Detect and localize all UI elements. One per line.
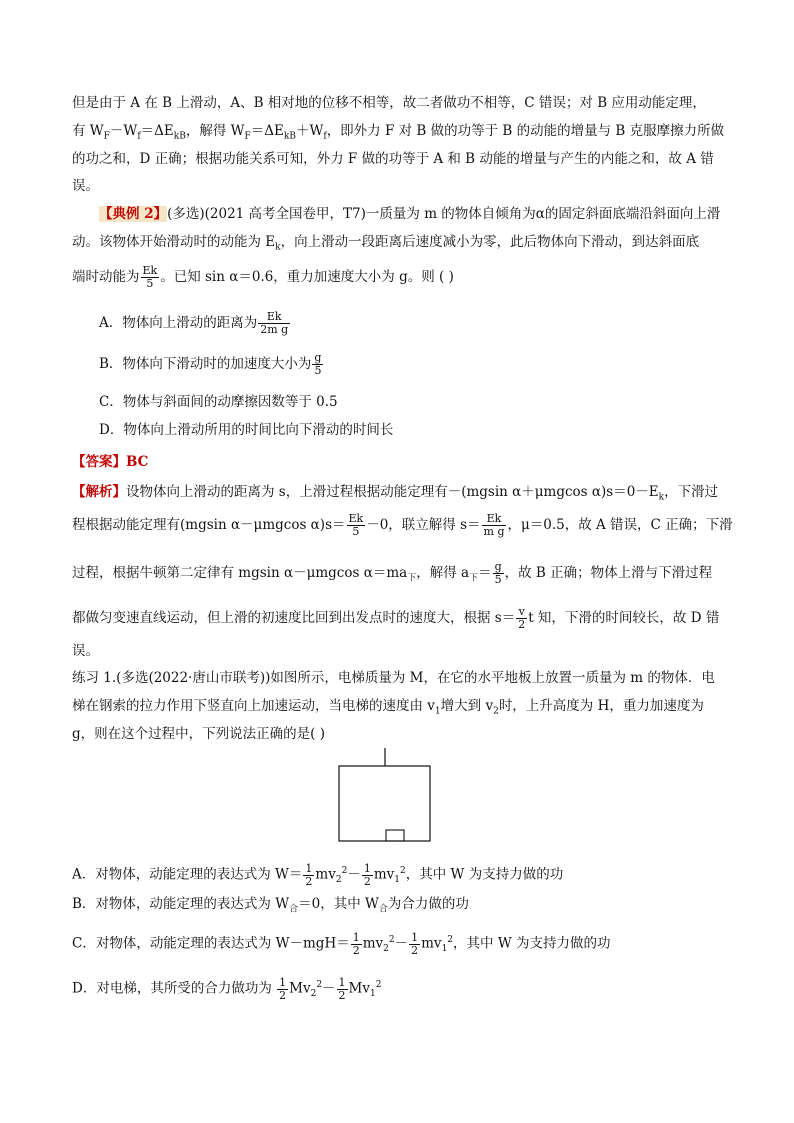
text-line bbox=[72, 121, 724, 147]
text: B．对物体，动能定理的表达式为 W bbox=[72, 896, 290, 912]
elevator-box bbox=[339, 766, 430, 841]
answer-tag: 【答案】 bbox=[72, 454, 126, 470]
text: C．对物体，动能定理的表达式为 W－mgH＝ bbox=[72, 935, 350, 952]
fraction-numerator: Ek bbox=[258, 311, 290, 324]
text: － bbox=[394, 935, 409, 952]
text: (多选)(2021 高考全国卷甲，T7)一质量为 m 的物体自倾角为α的固定斜面底端沿斜面向上滑 bbox=[167, 206, 721, 222]
text: －0，联立解得 s＝ bbox=[366, 517, 481, 533]
superscript: 2 bbox=[375, 980, 382, 990]
text-line bbox=[72, 508, 733, 542]
text: mv bbox=[373, 866, 395, 883]
text: ，解得 a bbox=[416, 565, 470, 581]
fraction bbox=[141, 265, 160, 290]
text: 的功之和，D 正确；根据功能关系可知，外力 F 做的功等于 A 和 B 动能的增量与产生的内能之和，故 A 错 bbox=[72, 151, 714, 167]
text: t 知，下滑的时间较长，故 D 错 bbox=[528, 610, 720, 626]
fraction bbox=[516, 606, 527, 631]
option-b bbox=[72, 894, 469, 920]
text: 时，上升高度为 H，重力加速度为 bbox=[498, 698, 704, 714]
text: 都做匀变速直线运动，但上滑的初速度比回到出发点时的速度大，根据 s＝ bbox=[72, 610, 516, 626]
option-c bbox=[99, 392, 338, 412]
text: 程根据动能定理有(mgsin α－μmgcos α)s＝ bbox=[72, 517, 346, 533]
fraction-numerator: v bbox=[516, 606, 527, 619]
text-line bbox=[72, 260, 454, 294]
fraction bbox=[482, 513, 507, 538]
option-b bbox=[99, 347, 324, 381]
fraction-denominator: 5 bbox=[352, 525, 360, 538]
text: D．对电梯，其所受的合力做功为 bbox=[72, 980, 277, 997]
text: mv bbox=[315, 866, 336, 883]
answer-line bbox=[72, 452, 148, 472]
fraction bbox=[351, 932, 362, 957]
text: ，向上滑动一段距离后速度减小为零，此后物体向下滑动，到达斜面底 bbox=[280, 234, 700, 250]
text: － bbox=[322, 980, 336, 997]
fraction-denominator: 2 bbox=[363, 874, 371, 888]
text: 误。 bbox=[72, 178, 99, 194]
subscript: 下 bbox=[469, 573, 479, 584]
text-line bbox=[99, 204, 720, 224]
subscript: 2 bbox=[310, 989, 317, 1000]
object-block bbox=[386, 830, 404, 841]
subscript: kB bbox=[173, 131, 186, 142]
fraction-denominator: 2 bbox=[411, 943, 419, 957]
subscript: f bbox=[137, 131, 141, 142]
text: Mv bbox=[348, 980, 370, 997]
fraction-numerator: 1 bbox=[338, 975, 346, 989]
text: ，即外力 F 对 B 做的功等于 B 的动能的增量与 B 克服摩擦力所做 bbox=[326, 123, 725, 139]
analysis-tag: 【解析】 bbox=[72, 484, 126, 500]
answer-value: BC bbox=[126, 454, 149, 470]
text: 过程，根据牛顿第二定律有 mgsin α－μmgcos α＝ma bbox=[72, 565, 408, 581]
fraction bbox=[493, 561, 504, 586]
text-line bbox=[72, 696, 704, 722]
example-tag: 【典例 2】 bbox=[99, 206, 168, 222]
text: 为合力做的功 bbox=[387, 896, 469, 912]
text-line bbox=[72, 93, 706, 113]
text: ＝ΔE bbox=[140, 123, 174, 139]
fraction-numerator: 1 bbox=[363, 861, 371, 875]
text: 误。 bbox=[72, 643, 99, 659]
fraction-numerator: 1 bbox=[411, 930, 419, 944]
fraction bbox=[362, 863, 373, 888]
text: 但是由于 A 在 B 上滑动，A、B 相对地的位移不相等，故二者做功不相等，C 错误；对 B 应用动能定理， bbox=[72, 95, 706, 111]
text: ＝0，其中 W bbox=[298, 896, 379, 912]
text: A．对物体，动能定理的表达式为 W＝ bbox=[72, 866, 303, 883]
text-line bbox=[72, 641, 99, 661]
fraction-numerator: 1 bbox=[279, 975, 287, 989]
text: 端时动能为 bbox=[72, 269, 140, 285]
subscript: 下 bbox=[407, 573, 417, 584]
option-a bbox=[72, 854, 563, 897]
text-line bbox=[72, 149, 714, 169]
text: ，其中 W 为支持力做的功 bbox=[453, 935, 611, 952]
fraction bbox=[258, 311, 290, 336]
fraction-denominator: 2 bbox=[352, 943, 360, 957]
text: － bbox=[347, 866, 361, 883]
text: mv bbox=[421, 935, 442, 952]
fraction-numerator: Ek bbox=[142, 264, 158, 277]
text: －W bbox=[109, 123, 138, 139]
fraction-numerator: Ek bbox=[348, 512, 364, 525]
fraction-denominator: 2m g bbox=[260, 323, 289, 336]
fraction-denominator: 5 bbox=[314, 364, 322, 377]
text-line bbox=[72, 232, 699, 258]
fraction-denominator: 2 bbox=[518, 618, 526, 631]
text-line bbox=[72, 482, 718, 508]
text: ＝ΔE bbox=[250, 123, 284, 139]
subscript: 1 bbox=[394, 875, 400, 886]
fraction bbox=[347, 513, 366, 538]
option-d bbox=[99, 420, 393, 440]
text: 梯在钢索的拉力作用下竖直向上加速运动，当电梯的速度由 v bbox=[72, 698, 435, 714]
text: B．物体向下滑动时的加速度大小为 bbox=[99, 356, 312, 372]
text: D．物体向上滑动所用的时间比向下滑动的时间长 bbox=[99, 422, 394, 438]
fraction bbox=[409, 932, 420, 957]
subscript: 1 bbox=[370, 989, 376, 1000]
text: ，解得 W bbox=[185, 123, 245, 139]
fraction bbox=[337, 977, 348, 1002]
fraction-denominator: 2 bbox=[338, 988, 346, 1002]
text: g，则在这个过程中，下列说法正确的是( ) bbox=[72, 726, 325, 742]
fraction bbox=[312, 352, 323, 377]
text: ＝ bbox=[478, 565, 492, 581]
option-a bbox=[99, 306, 291, 340]
text: Mv bbox=[289, 980, 311, 997]
text: 。已知 sin α＝0.6，重力加速度大小为 g。则 ( ) bbox=[160, 269, 454, 285]
fraction-numerator: 1 bbox=[305, 861, 313, 875]
text: 有 W bbox=[72, 123, 104, 139]
subscript: k bbox=[658, 492, 665, 503]
subscript: 1 bbox=[434, 706, 441, 717]
text: ＋W bbox=[295, 123, 324, 139]
subscript: 合 bbox=[378, 904, 388, 915]
fraction bbox=[277, 977, 288, 1002]
text-line bbox=[72, 724, 325, 744]
fraction-denominator: m g bbox=[483, 525, 505, 538]
superscript: 2 bbox=[400, 866, 406, 876]
text-line bbox=[72, 176, 99, 196]
superscript: 2 bbox=[341, 866, 348, 876]
subscript: k bbox=[275, 242, 281, 253]
fraction-denominator: 2 bbox=[279, 988, 287, 1002]
superscript: 2 bbox=[447, 935, 454, 945]
fraction-denominator: 5 bbox=[146, 277, 154, 290]
fraction-denominator: 5 bbox=[494, 573, 502, 586]
subscript: F bbox=[244, 131, 251, 142]
text: 练习 1.(多选(2022·唐山市联考))如图所示，电梯质量为 M，在它的水平地板上放置一质量为 m 的物体．电 bbox=[72, 670, 715, 686]
text: C．物体与斜面间的动摩擦因数等于 0.5 bbox=[99, 394, 338, 410]
text: ，其中 W 为支持力做的功 bbox=[405, 866, 564, 883]
option-c bbox=[72, 923, 611, 966]
superscript: 2 bbox=[388, 935, 395, 945]
subscript: 1 bbox=[441, 944, 448, 955]
text: 设物体向上滑动的距离为 s，上滑过程根据动能定理有－(mgsin α＋μmgcos α)s＝0－E bbox=[126, 484, 659, 500]
text: mv bbox=[362, 935, 384, 952]
text: 动。该物体开始滑动时的动能为 E bbox=[72, 234, 276, 250]
option-d bbox=[72, 968, 381, 1011]
fraction-numerator: g bbox=[314, 351, 322, 364]
fraction bbox=[303, 863, 314, 888]
subscript: f bbox=[323, 131, 327, 142]
subscript: 2 bbox=[493, 706, 499, 717]
text: 增大到 v bbox=[440, 698, 494, 714]
fraction-numerator: Ek bbox=[482, 513, 507, 526]
text: ，下滑过 bbox=[664, 484, 719, 500]
superscript: 2 bbox=[316, 980, 323, 990]
fraction-numerator: g bbox=[494, 560, 502, 573]
subscript: kB bbox=[283, 131, 296, 142]
text: ，μ＝0.5，故 A 错误，C 正确；下滑 bbox=[507, 517, 733, 533]
fraction-numerator: 1 bbox=[352, 930, 360, 944]
text: ，故 B 正确；物体上滑与下滑过程 bbox=[504, 565, 713, 581]
text-line bbox=[72, 601, 719, 635]
subscript: 2 bbox=[335, 875, 342, 886]
subscript: 合 bbox=[289, 904, 299, 915]
text-line bbox=[72, 556, 712, 596]
subscript: F bbox=[103, 131, 110, 142]
text-line bbox=[72, 668, 715, 688]
subscript: 2 bbox=[383, 944, 389, 955]
elevator-diagram bbox=[336, 748, 436, 844]
fraction-denominator: 2 bbox=[305, 874, 313, 888]
text: A．物体向上滑动的距离为 bbox=[99, 315, 258, 331]
